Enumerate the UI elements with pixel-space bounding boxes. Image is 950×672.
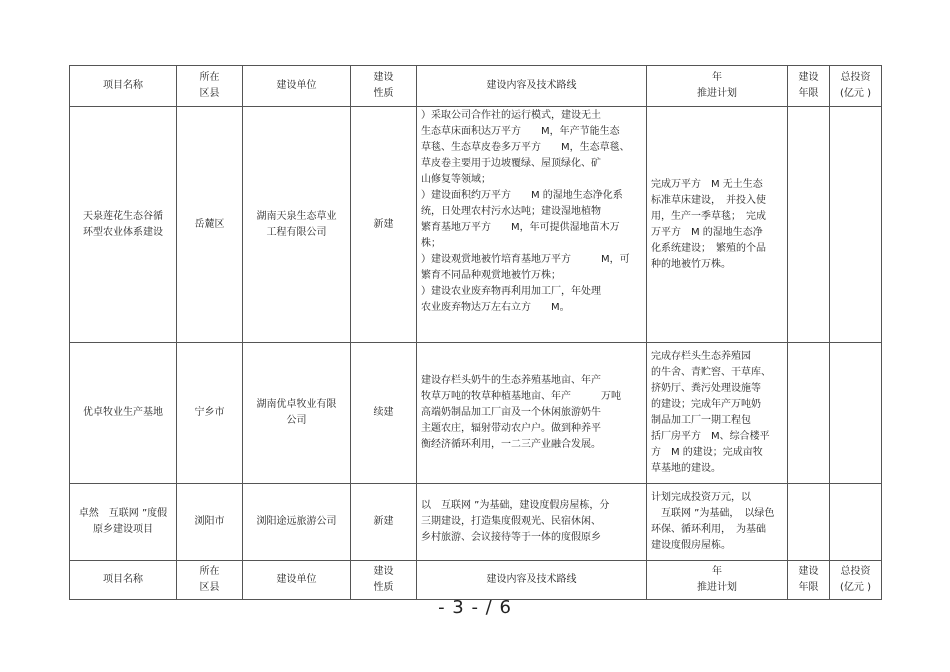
table-header-row xyxy=(70,66,882,107)
nature-cell: 续建 xyxy=(351,343,417,484)
project-name-cell: 天泉莲花生态谷循 环型农业体系建设 xyxy=(70,107,177,343)
header-project-name: 项目名称 xyxy=(70,66,177,107)
nature-cell: 新建 xyxy=(351,484,417,561)
nature-cell: 新建 xyxy=(351,107,417,343)
period-cell xyxy=(788,107,830,343)
plan-cell: 计划完成投资万元，以 互联网 ”为基础， 以绿色 环保、循环利用， 为基础 建设度假房屋栋。 xyxy=(647,484,788,561)
header-period: 建设 年限 xyxy=(788,66,830,107)
unit-cell: 湖南天泉生态草业 工程有限公司 xyxy=(243,107,351,343)
invest-cell xyxy=(830,107,882,343)
project-name-cell: 优卓牧业生产基地 xyxy=(70,343,177,484)
content-cell: ）采取公司合作社的运行模式，建设无土 生态草床面积达万平方 M，年产节能生态 草毯、生态草皮卷多万平方 M，生态草毯、 草皮卷主要用于边坡覆绿、屋顶绿化、矿 山修复等领域； ）建设面积约万平方 M 的湿地生态净化系 统，日处理农村污水达吨；建设湿地植物 繁育基地万平方 M，年可提供湿地苗木万 株； ）建设观赏地被竹培育基地万平方 M，可 繁育不同品种观赏地被竹万株； ）建设农业废弃物再利用加工厂，年处理 农业废弃物达万左右立方 M。 xyxy=(417,107,647,343)
header-nature: 建设 性质 xyxy=(351,66,417,107)
header-content: 建设内容及技术路线 xyxy=(417,561,647,600)
header-period: 建设 年限 xyxy=(788,561,830,600)
content-cell: 建设存栏头奶牛的生态养殖基地亩、年产 牧草万吨的牧草种植基地亩、年产 万吨 高端奶制品加工厂亩及一个休闲旅游奶牛 主题农庄，辐射带动农户户。做到种养平 衡经济循环利用，一二三产业融合发展。 xyxy=(417,343,647,484)
table-row xyxy=(70,107,882,343)
table-header-row-repeat xyxy=(70,561,882,600)
table-row xyxy=(70,343,882,484)
content-cell: 以 互联网 ”为基础，建设度假房屋栋，分 三期建设，打造集度假观光、民宿休闲、 乡村旅游、会议接待等于一体的度假原乡 xyxy=(417,484,647,561)
header-content: 建设内容及技术路线 xyxy=(417,66,647,107)
plan-cell: 完成存栏头生态养殖园 的牛舍、青贮窖、干草库、 挤奶厅、粪污处理设施等 的建设；完成年产万吨奶 制品加工厂一期工程包 括厂房平方 M、综合楼平 方 M 的建设；完成亩牧 草基地的建设。 xyxy=(647,343,788,484)
header-county: 所在 区县 xyxy=(177,66,243,107)
project-table xyxy=(69,65,882,600)
plan-cell: 完成万平方 M 无土生态 标准草床建设， 并投入使 用，生产一季草毯； 完成 万平方 M 的湿地生态净 化系统建设； 繁殖的个品 种的地被竹万株。 xyxy=(647,107,788,343)
unit-cell: 湖南优卓牧业有限 公司 xyxy=(243,343,351,484)
county-cell: 宁乡市 xyxy=(177,343,243,484)
period-cell xyxy=(788,343,830,484)
header-unit: 建设单位 xyxy=(243,561,351,600)
unit-cell: 浏阳途远旅游公司 xyxy=(243,484,351,561)
header-project-name: 项目名称 xyxy=(70,561,177,600)
header-invest: 总投资 (亿元 ) xyxy=(830,66,882,107)
invest-cell xyxy=(830,484,882,561)
project-name-cell: 卓然 互联网 ”度假 原乡建设项目 xyxy=(70,484,177,561)
header-plan: 年 推进计划 xyxy=(647,66,788,107)
table-row xyxy=(70,484,882,561)
header-plan: 年 推进计划 xyxy=(647,561,788,600)
county-cell: 岳麓区 xyxy=(177,107,243,343)
period-cell xyxy=(788,484,830,561)
header-invest: 总投资 (亿元 ) xyxy=(830,561,882,600)
invest-cell xyxy=(830,343,882,484)
county-cell: 浏阳市 xyxy=(177,484,243,561)
header-unit: 建设单位 xyxy=(243,66,351,107)
header-nature: 建设 性质 xyxy=(351,561,417,600)
page-indicator: - 3 - / 6 xyxy=(438,597,512,618)
header-county: 所在 区县 xyxy=(177,561,243,600)
